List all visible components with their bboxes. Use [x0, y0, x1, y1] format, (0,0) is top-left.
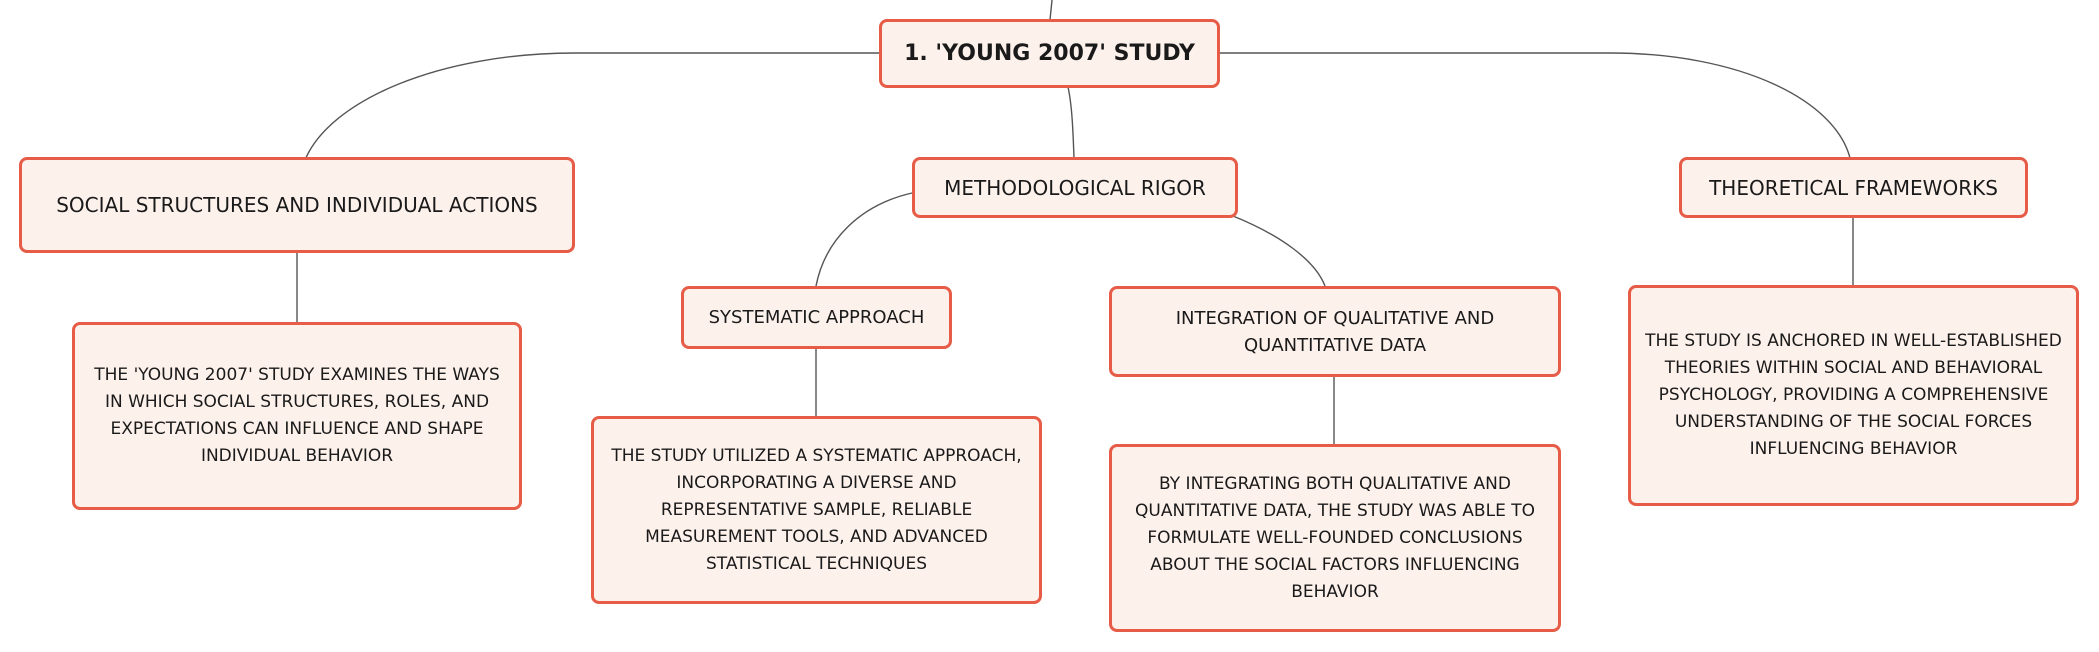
- detail-integration-of-data-text: BY INTEGRATING BOTH QUALITATIVE AND QUANTITATIVE DATA, THE STUDY WAS ABLE TO FORMULATE WELL-FOUNDED CONCLUSIONS ABOUT THE SOCIAL FACTORS INFLUENCING BEHAVIOR: [1135, 473, 1535, 602]
- detail-social-structures-text: THE 'YOUNG 2007' STUDY EXAMINES THE WAYS IN WHICH SOCIAL STRUCTURES, ROLES, AND EXPECTATIONS CAN INFLUENCE AND SHAPE INDIVIDUAL BEHAVIOR: [94, 365, 500, 466]
- detail-systematic-approach[interactable]: [591, 416, 1042, 604]
- connector-methodological-rigor-to-integration: [1233, 216, 1325, 286]
- connector-root-to-methodological-rigor: [1068, 87, 1074, 158]
- root-node-label: 1. 'YOUNG 2007' STUDY: [904, 41, 1195, 66]
- connector-root-to-theoretical-frameworks: [1220, 53, 1850, 158]
- detail-theoretical-frameworks[interactable]: [1628, 285, 2079, 506]
- connector-root-incoming: [1050, 0, 1052, 20]
- subtopic-systematic-approach-label: SYSTEMATIC APPROACH: [708, 307, 925, 328]
- subtopic-systematic-approach[interactable]: [681, 286, 952, 349]
- detail-integration-of-data[interactable]: [1109, 444, 1561, 632]
- topic-methodological-rigor[interactable]: [912, 157, 1238, 218]
- subtopic-integration-of-data-label: INTEGRATION OF QUALITATIVE AND QUANTITATIVE DATA: [1175, 307, 1495, 356]
- connector-root-to-social-structures: [305, 53, 880, 160]
- subtopic-integration-of-data[interactable]: [1109, 286, 1561, 377]
- topic-social-structures[interactable]: [19, 157, 575, 253]
- topic-theoretical-frameworks-label: THEORETICAL FRAMEWORKS: [1709, 175, 1998, 200]
- detail-theoretical-frameworks-text: THE STUDY IS ANCHORED IN WELL-ESTABLISHED THEORIES WITHIN SOCIAL AND BEHAVIORAL PSYCHOLOGY, PROVIDING A COMPREHENSIVE UNDERSTANDING OF THE SOCIAL FORCES INFLUENCING BEHAVIOR: [1645, 331, 2062, 459]
- topic-methodological-rigor-label: METHODOLOGICAL RIGOR: [944, 175, 1206, 200]
- connector-methodological-rigor-to-systematic-approach: [816, 193, 912, 286]
- topic-theoretical-frameworks[interactable]: [1679, 157, 2028, 218]
- root-node[interactable]: [879, 19, 1220, 88]
- detail-social-structures[interactable]: [72, 322, 522, 510]
- detail-systematic-approach-text: THE STUDY UTILIZED A SYSTEMATIC APPROACH, INCORPORATING A DIVERSE AND REPRESENTATIVE SAMPLE, RELIABLE MEASUREMENT TOOLS, AND ADVANCED STATISTICAL TECHNIQUES: [611, 445, 1022, 574]
- topic-social-structures-label: SOCIAL STRUCTURES AND INDIVIDUAL ACTIONS: [56, 193, 538, 217]
